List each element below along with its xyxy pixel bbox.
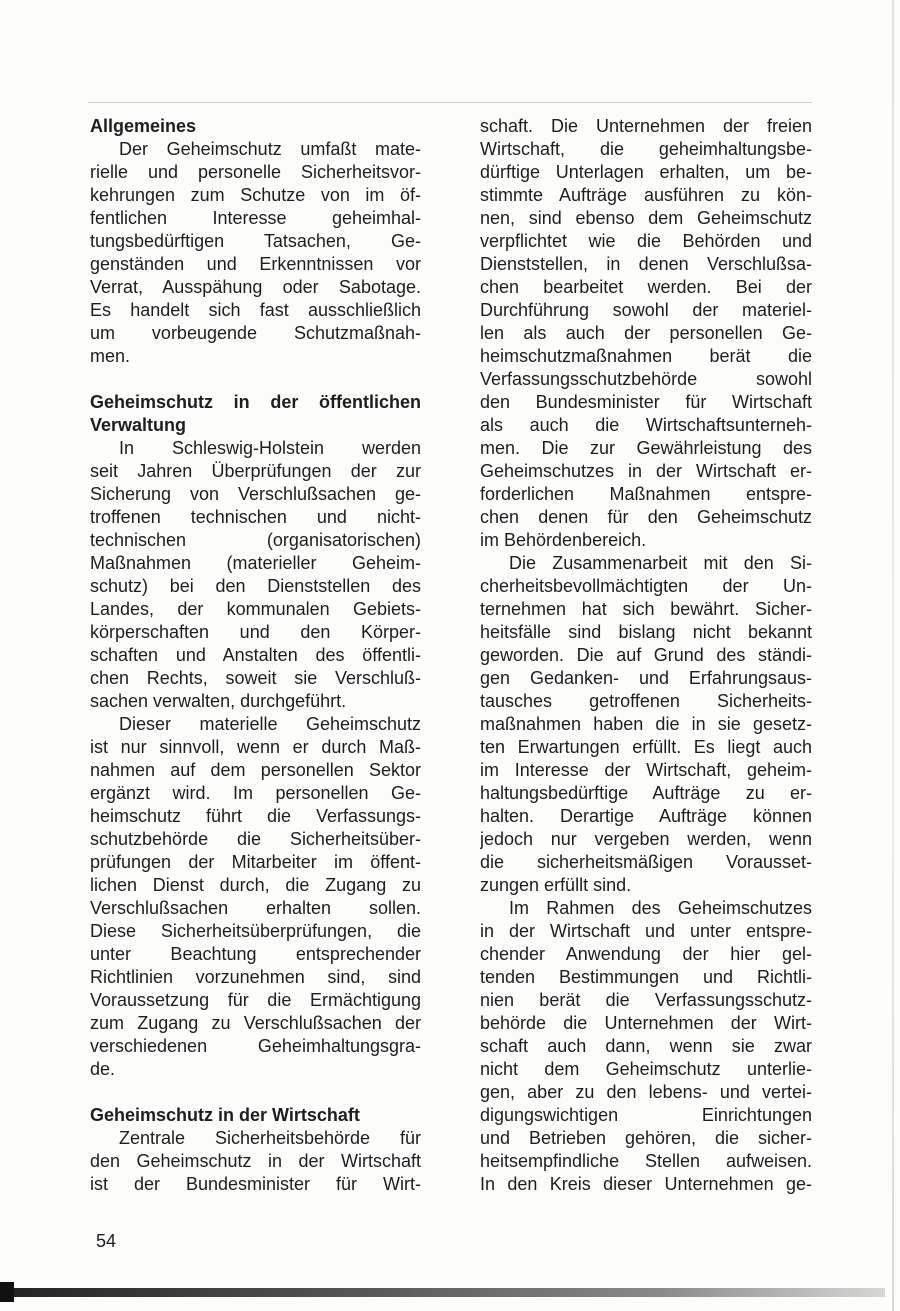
text-line: cherheitsbevollmächtigten der Un-: [480, 576, 812, 596]
heading-line: Verwaltung: [90, 415, 187, 435]
text-line: chen Rechts, soweit sie Verschluß-: [90, 668, 421, 688]
paragraph: [90, 437, 421, 713]
scan-artifact-bar: [0, 1288, 885, 1297]
text-line: um vorbeugende Schutzmaßnah-: [90, 323, 421, 343]
text-line: digungswichtigen Einrichtungen: [480, 1105, 812, 1125]
text-line: als auch die Wirtschaftsunterneh-: [480, 415, 812, 435]
scan-artifact-corner: [0, 1282, 14, 1302]
text-line: tungsbedürftigen Tatsachen, Ge-: [90, 231, 421, 251]
paragraph: [480, 115, 812, 552]
text-line: Maßnahmen (materieller Geheim-: [90, 553, 421, 573]
text-line: men. Die zur Gewährleistung des: [480, 438, 812, 458]
text-line: tausches getroffenen Sicherheits-: [480, 691, 812, 711]
text-line: nahmen auf dem personellen Sektor: [90, 760, 421, 780]
text-line: Wirtschaft, die geheimhaltungsbe-: [480, 139, 812, 159]
text-line: chender Anwendung der hier gel-: [480, 944, 812, 964]
text-line: len als auch der personellen Ge-: [480, 323, 812, 343]
text-line: rielle und personelle Sicherheitsvor-: [90, 162, 421, 182]
text-line: halten. Derartige Aufträge können: [480, 806, 812, 826]
text-line: Im Rahmen des Geheimschutzes: [509, 898, 812, 918]
paragraph: [480, 897, 812, 1196]
text-line: behörde die Unternehmen der Wirt-: [480, 1013, 812, 1033]
text-line: ist nur sinnvoll, wenn er durch Maß-: [90, 737, 421, 757]
text-line: zungen erfüllt sind.: [480, 875, 632, 895]
text-line: nen, sind ebenso dem Geheimschutz: [480, 208, 812, 228]
text-line: Dienststellen, in denen Verschlußsa-: [480, 254, 812, 274]
paragraph: [480, 552, 812, 897]
text-line: Sicherung von Verschlußsachen ge-: [90, 484, 421, 504]
paragraph: [90, 713, 421, 1081]
text-line: technischen (organisatorischen): [90, 530, 421, 550]
text-line: heimschutz führt die Verfassungs-: [90, 806, 421, 826]
text-line: In Schleswig-Holstein werden: [119, 438, 421, 458]
text-line: Geheimschutzes in der Wirtschaft er-: [480, 461, 812, 481]
text-line: ist der Bundesminister für Wirt-: [90, 1174, 421, 1194]
text-line: gen Gedanken- und Erfahrungsaus-: [480, 668, 812, 688]
text-line: maßnahmen haben die in sie gesetz-: [480, 714, 812, 734]
text-line: kehrungen zum Schutze von im öf-: [90, 185, 421, 205]
top-rule: [88, 102, 812, 103]
text-line: schaft. Die Unternehmen der freien: [480, 116, 812, 136]
left-column: [90, 115, 421, 1196]
text-line: troffenen technischen und nicht-: [90, 507, 421, 527]
text-line: Voraussetzung für die Ermächtigung: [90, 990, 421, 1010]
section-heading-verwaltung: [90, 391, 421, 437]
text-line: gen, aber zu den lebens- und vertei-: [480, 1082, 812, 1102]
text-line: heimschutzmaßnahmen berät die: [480, 346, 812, 366]
text-line: die sicherheitsmäßigen Vorausset-: [480, 852, 812, 872]
scan-edge-line: [892, 0, 894, 1311]
text-line: schutzbehörde die Sicherheitsüber-: [90, 829, 421, 849]
text-line: In den Kreis dieser Unternehmen ge-: [480, 1174, 812, 1194]
heading-line: Allgemeines: [90, 116, 197, 136]
right-column: [480, 115, 812, 1196]
text-line: Verfassungsschutzbehörde sowohl: [480, 369, 812, 389]
text-line: Der Geheimschutz umfaßt mate-: [119, 139, 421, 159]
text-line: Richtlinien vorzunehmen sind, sind: [90, 967, 421, 987]
text-line: Zentrale Sicherheitsbehörde für: [119, 1128, 421, 1148]
paragraph: [90, 1127, 421, 1196]
text-line: in der Wirtschaft und unter entspre-: [480, 921, 812, 941]
text-line: tenden Bestimmungen und Richtli-: [480, 967, 812, 987]
text-line: fentlichen Interesse geheimhal-: [90, 208, 421, 228]
text-line: Landes, der kommunalen Gebiets-: [90, 599, 421, 619]
text-line: ternehmen hat sich bewährt. Sicher-: [480, 599, 812, 619]
text-line: Es handelt sich fast ausschließlich: [90, 300, 421, 320]
section-heading-allgemeines: [90, 115, 421, 138]
paragraph: [90, 138, 421, 368]
text-line: sachen verwalten, durchgeführt.: [90, 691, 347, 711]
text-line: stimmte Aufträge ausführen zu kön-: [480, 185, 812, 205]
text-line: schutz) bei den Dienststellen des: [90, 576, 421, 596]
text-line: im Interesse der Wirtschaft, geheim-: [480, 760, 812, 780]
text-line: Die Zusammenarbeit mit den Si-: [509, 553, 812, 573]
text-line: heitsfälle sind bislang nicht bekannt: [480, 622, 812, 642]
text-line: Verrat, Ausspähung oder Sabotage.: [90, 277, 421, 297]
text-line: unter Beachtung entsprechender: [90, 944, 421, 964]
text-line: men.: [90, 346, 131, 366]
text-line: lichen Dienst durch, die Zugang zu: [90, 875, 421, 895]
text-line: ten Erwartungen erfüllt. Es liegt auch: [480, 737, 812, 757]
text-line: forderlichen Maßnahmen entspre-: [480, 484, 812, 504]
text-line: verpflichtet wie die Behörden und: [480, 231, 812, 251]
text-line: Dieser materielle Geheimschutz: [119, 714, 421, 734]
heading-line: Geheimschutz in der Wirtschaft: [90, 1105, 360, 1125]
text-line: körperschaften und den Körper-: [90, 622, 421, 642]
text-line: genständen und Erkenntnissen vor: [90, 254, 421, 274]
text-line: den Geheimschutz in der Wirtschaft: [90, 1151, 421, 1171]
text-line: heitsempfindliche Stellen aufweisen.: [480, 1151, 812, 1171]
text-line: und Betrieben gehören, die sicher-: [480, 1128, 812, 1148]
text-line: im Behördenbereich.: [480, 530, 647, 550]
text-line: chen denen für den Geheimschutz: [480, 507, 812, 527]
text-line: Verschlußsachen erhalten sollen.: [90, 898, 421, 918]
text-line: seit Jahren Überprüfungen der zur: [90, 461, 421, 481]
text-line: dürftige Unterlagen erhalten, um be-: [480, 162, 812, 182]
text-line: den Bundesminister für Wirtschaft: [480, 392, 812, 412]
page-number: 54: [96, 1231, 117, 1251]
text-line: verschiedenen Geheimhaltungsgra-: [90, 1036, 421, 1056]
text-line: schaften und Anstalten des öffentli-: [90, 645, 421, 665]
text-line: nicht dem Geheimschutz unterlie-: [480, 1059, 812, 1079]
text-line: haltungsbedürftige Aufträge zu er-: [480, 783, 812, 803]
text-line: chen bearbeitet werden. Bei der: [480, 277, 812, 297]
text-line: zum Zugang zu Verschlußsachen der: [90, 1013, 421, 1033]
text-line: jedoch nur vergeben werden, wenn: [480, 829, 812, 849]
text-line: Durchführung sowohl der materiel-: [480, 300, 812, 320]
text-line: Diese Sicherheitsüberprüfungen, die: [90, 921, 421, 941]
section-heading-wirtschaft: [90, 1104, 421, 1127]
text-line: nien berät die Verfassungsschutz-: [480, 990, 812, 1010]
text-line: de.: [90, 1059, 116, 1079]
text-line: schaft auch dann, wenn sie zwar: [480, 1036, 812, 1056]
text-line: ergänzt wird. Im personellen Ge-: [90, 783, 421, 803]
heading-line: Geheimschutz in der öffentlichen: [90, 392, 421, 412]
text-line: geworden. Die auf Grund des ständi-: [480, 645, 812, 665]
text-line: prüfungen der Mitarbeiter im öffent-: [90, 852, 421, 872]
